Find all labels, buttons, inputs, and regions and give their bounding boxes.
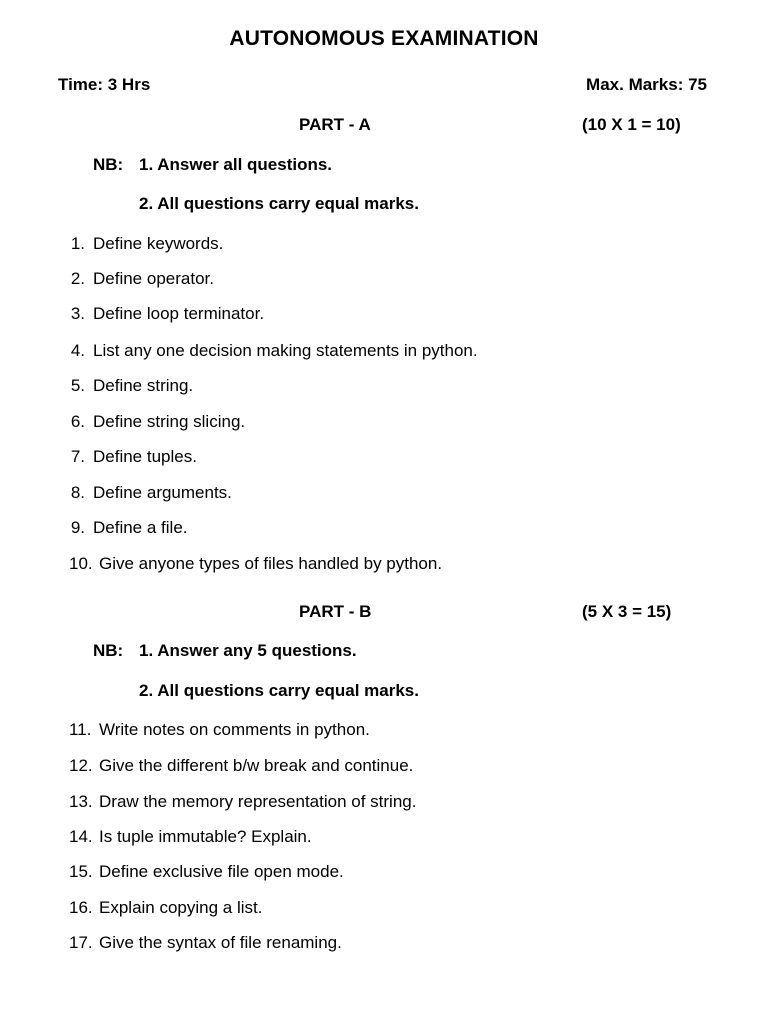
question-text: Define string slicing. <box>93 412 246 431</box>
question-number: 16. <box>69 898 93 917</box>
question-number: 5. <box>70 376 85 395</box>
question-text: Give the different b/w break and continue. <box>99 756 414 775</box>
question-number: 6. <box>70 412 85 431</box>
part-b-instruction-1: 1. Answer any 5 questions. <box>139 641 357 660</box>
question-number: 15. <box>69 862 93 881</box>
question-number: 17. <box>69 933 93 952</box>
question-text: Define exclusive file open mode. <box>99 862 344 881</box>
part-b-heading: PART - B <box>299 602 372 621</box>
question-text: Draw the memory representation of string. <box>99 792 417 811</box>
question-number: 8. <box>70 483 85 502</box>
question-text: Define tuples. <box>93 447 197 466</box>
question-text: List any one decision making statements in python. <box>93 341 478 360</box>
question-number: 13. <box>69 792 93 811</box>
part-a-nb-label: NB: <box>93 155 124 174</box>
question-number: 2. <box>70 269 85 288</box>
part-a-marks: (10 X 1 = 10) <box>582 115 681 134</box>
question-number: 11. <box>69 720 92 739</box>
question-text: Define string. <box>93 376 194 395</box>
question-number: 7. <box>70 447 85 466</box>
question-number: 12. <box>69 756 93 775</box>
question-number: 4. <box>70 341 85 360</box>
part-b-marks: (5 X 3 = 15) <box>582 602 672 621</box>
question-number: 9. <box>70 518 85 537</box>
question-text: Define a file. <box>93 518 188 537</box>
question-text: Define keywords. <box>93 234 224 253</box>
max-marks-label: Max. Marks: 75 <box>586 75 707 94</box>
question-number: 14. <box>69 827 93 846</box>
part-b-instruction-2: 2. All questions carry equal marks. <box>139 681 419 700</box>
question-text: Explain copying a list. <box>99 898 263 917</box>
question-text: Give anyone types of files handled by python. <box>99 554 443 573</box>
question-text: Write notes on comments in python. <box>99 720 370 739</box>
part-a-instruction-2: 2. All questions carry equal marks. <box>139 194 419 213</box>
question-number: 3. <box>70 304 85 323</box>
part-b-nb-label: NB: <box>93 641 124 660</box>
question-text: Define operator. <box>93 269 214 288</box>
time-label: Time: 3 Hrs <box>58 75 151 94</box>
question-number: 10. <box>69 554 93 573</box>
exam-title: AUTONOMOUS EXAMINATION <box>229 27 539 50</box>
question-text: Give the syntax of file renaming. <box>99 933 342 952</box>
part-a-instruction-1: 1. Answer all questions. <box>139 155 333 174</box>
question-text: Define loop terminator. <box>93 304 265 323</box>
question-text: Define arguments. <box>93 483 232 502</box>
question-text: Is tuple immutable? Explain. <box>99 827 312 846</box>
question-number: 1. <box>70 234 85 253</box>
part-a-heading: PART - A <box>299 115 371 134</box>
